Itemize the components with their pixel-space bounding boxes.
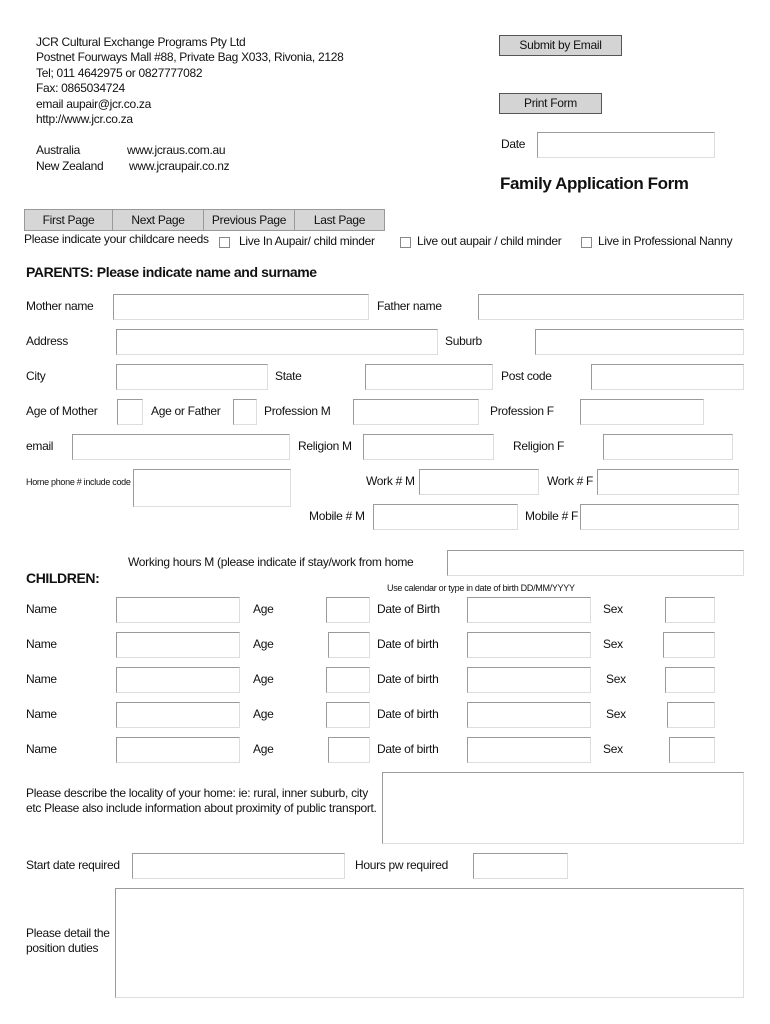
post-code-input[interactable] [591, 364, 744, 390]
mobile-f-label: Mobile # F [525, 509, 579, 523]
post-code-label: Post code [501, 369, 552, 383]
child-sex-label: Sex [606, 707, 626, 721]
child-name-input[interactable] [116, 737, 240, 763]
child-name-input[interactable] [116, 632, 240, 658]
child-sex-input[interactable] [669, 737, 715, 763]
previous-page-button[interactable]: Previous Page [203, 209, 295, 231]
first-page-button[interactable]: First Page [24, 209, 113, 231]
telephone: Tel; 011 4642975 or 0827777082 [36, 66, 203, 80]
religion-m-label: Religion M [298, 439, 352, 453]
live-in-aupair-label: Live In Aupair/ child minder [239, 234, 375, 248]
city-label: City [26, 369, 46, 383]
child-dob-input[interactable] [467, 597, 591, 623]
child-dob-input[interactable] [467, 667, 591, 693]
suburb-label: Suburb [445, 334, 482, 348]
child-dob-label: Date of Birth [377, 602, 440, 616]
child-name-input[interactable] [116, 667, 240, 693]
profession-f-input[interactable] [580, 399, 704, 425]
home-phone-input[interactable] [133, 469, 291, 507]
fax: Fax: 0865034724 [36, 81, 125, 95]
child-age-input[interactable] [328, 737, 370, 763]
child-dob-input[interactable] [467, 702, 591, 728]
locality-label: Please describe the locality of your home: ie: rural, inner suburb, city etc Please also include information about proximity of public transport. [26, 786, 377, 815]
child-age-input[interactable] [326, 597, 370, 623]
last-page-button[interactable]: Last Page [294, 209, 385, 231]
child-name-label: Name [26, 672, 57, 686]
affiliate-url: www.jcraus.com.au [127, 143, 226, 157]
child-sex-label: Sex [606, 672, 626, 686]
child-dob-input[interactable] [467, 737, 591, 763]
child-age-label: Age [253, 637, 274, 651]
father-name-input[interactable] [478, 294, 744, 320]
home-phone-label: Home phone # include code [26, 477, 131, 487]
child-age-input[interactable] [326, 702, 370, 728]
live-in-aupair-checkbox[interactable] [219, 237, 230, 248]
age-mother-label: Age of Mother [26, 404, 98, 418]
suburb-input[interactable] [535, 329, 744, 355]
child-dob-label: Date of birth [377, 707, 439, 721]
submit-by-email-button[interactable]: Submit by Email [499, 35, 622, 56]
mobile-m-label: Mobile # M [309, 509, 365, 523]
child-sex-label: Sex [603, 637, 623, 651]
address-label: Address [26, 334, 68, 348]
mother-name-label: Mother name [26, 299, 94, 313]
child-sex-input[interactable] [665, 667, 715, 693]
child-name-label: Name [26, 707, 57, 721]
company-name: JCR Cultural Exchange Programs Pty Ltd [36, 35, 246, 49]
start-date-label: Start date required [26, 858, 120, 872]
print-form-button[interactable]: Print Form [499, 93, 602, 114]
childcare-label: Please indicate your childcare needs [24, 232, 209, 246]
mobile-m-input[interactable] [373, 504, 518, 530]
affiliate-country: New Zealand [36, 159, 104, 173]
child-name-input[interactable] [116, 597, 240, 623]
father-name-label: Father name [377, 299, 442, 313]
child-dob-label: Date of birth [377, 672, 439, 686]
website: http://www.jcr.co.za [36, 112, 133, 126]
child-age-input[interactable] [328, 632, 370, 658]
next-page-button[interactable]: Next Page [112, 209, 204, 231]
professional-nanny-label: Live in Professional Nanny [598, 234, 733, 248]
child-name-label: Name [26, 742, 57, 756]
date-input[interactable] [537, 132, 715, 158]
child-dob-input[interactable] [467, 632, 591, 658]
child-age-label: Age [253, 672, 274, 686]
locality-textarea[interactable] [382, 772, 744, 844]
working-hours-label: Working hours M (please indicate if stay/work from home [128, 555, 414, 569]
mobile-f-input[interactable] [580, 504, 739, 530]
live-out-aupair-label: Live out aupair / child minder [417, 234, 562, 248]
child-age-input[interactable] [326, 667, 370, 693]
child-sex-input[interactable] [667, 702, 715, 728]
religion-f-label: Religion F [513, 439, 565, 453]
religion-f-input[interactable] [603, 434, 733, 460]
state-label: State [275, 369, 302, 383]
duties-textarea[interactable] [115, 888, 744, 998]
email-input[interactable] [72, 434, 290, 460]
child-age-label: Age [253, 602, 274, 616]
work-m-input[interactable] [419, 469, 539, 495]
city-input[interactable] [116, 364, 268, 390]
child-dob-label: Date of birth [377, 742, 439, 756]
profession-m-label: Profession M [264, 404, 331, 418]
work-f-input[interactable] [597, 469, 739, 495]
calendar-note: Use calendar or type in date of birth DD/MM/YYYY [387, 583, 575, 593]
parents-heading: PARENTS: Please indicate name and surname [26, 264, 317, 280]
mother-name-input[interactable] [113, 294, 369, 320]
religion-m-input[interactable] [363, 434, 494, 460]
work-m-label: Work # M [366, 474, 415, 488]
hours-pw-input[interactable] [473, 853, 568, 879]
live-out-aupair-checkbox[interactable] [400, 237, 411, 248]
postal-address: Postnet Fourways Mall #88, Private Bag X033, Rivonia, 2128 [36, 50, 344, 64]
professional-nanny-checkbox[interactable] [581, 237, 592, 248]
date-label: Date [501, 137, 526, 151]
affiliate-country: Australia [36, 143, 80, 157]
profession-f-label: Profession F [490, 404, 554, 418]
age-father-label: Age or Father [151, 404, 221, 418]
hours-pw-label: Hours pw required [355, 858, 448, 872]
child-sex-label: Sex [603, 602, 623, 616]
child-sex-input[interactable] [663, 632, 715, 658]
child-name-label: Name [26, 637, 57, 651]
form-title: Family Application Form [500, 174, 689, 193]
state-input[interactable] [365, 364, 493, 390]
email-contact: email aupair@jcr.co.za [36, 97, 151, 111]
age-father-input[interactable] [233, 399, 257, 425]
child-dob-label: Date of birth [377, 637, 439, 651]
child-name-input[interactable] [116, 702, 240, 728]
child-age-label: Age [253, 707, 274, 721]
working-hours-input[interactable] [447, 550, 744, 576]
child-sex-label: Sex [603, 742, 623, 756]
email-label: email [26, 439, 54, 453]
profession-m-input[interactable] [353, 399, 479, 425]
work-f-label: Work # F [547, 474, 594, 488]
child-name-label: Name [26, 602, 57, 616]
children-heading: CHILDREN: [26, 570, 100, 586]
child-age-label: Age [253, 742, 274, 756]
duties-label: Please detail the position duties [26, 926, 110, 955]
start-date-input[interactable] [132, 853, 345, 879]
age-mother-input[interactable] [117, 399, 143, 425]
address-input[interactable] [116, 329, 438, 355]
child-sex-input[interactable] [665, 597, 715, 623]
affiliate-url: www.jcraupair.co.nz [129, 159, 230, 173]
